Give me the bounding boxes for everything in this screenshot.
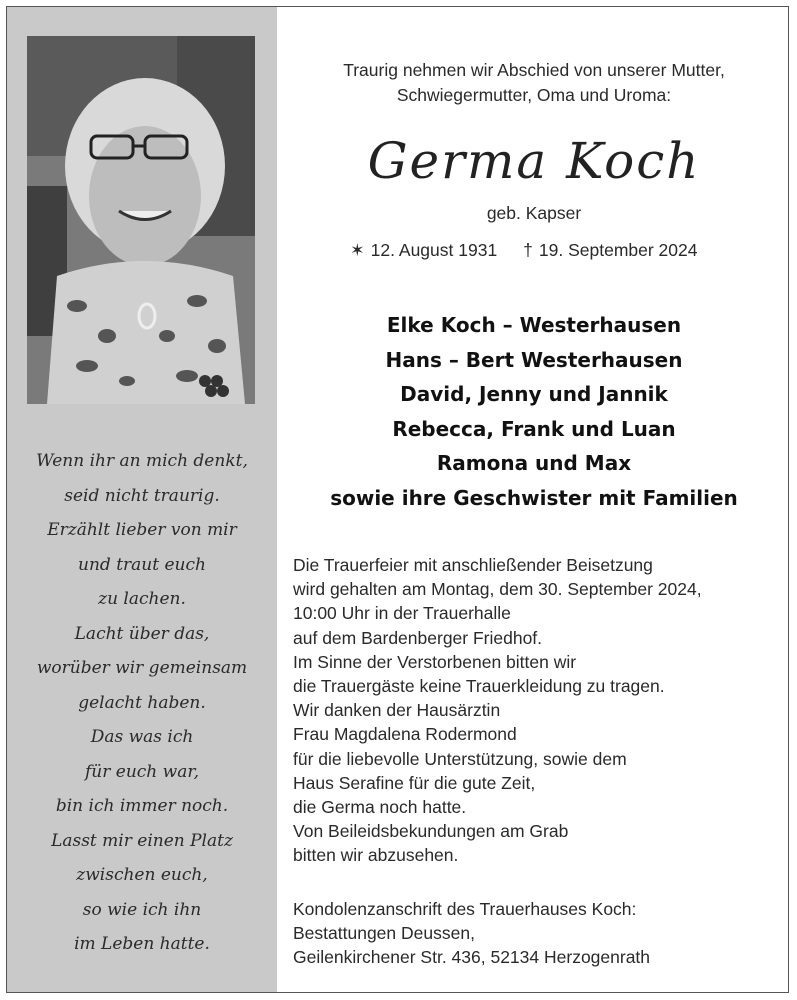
- poem-line: zu lachen.: [98, 589, 186, 609]
- poem-line: Wenn ihr an mich denkt,: [36, 451, 248, 471]
- poem-line: Erzählt lieber von mir: [47, 520, 237, 540]
- main-content: [278, 0, 790, 1000]
- poem-line: und traut euch: [78, 554, 206, 575]
- detail-line: die Trauergäste keine Trauerkleidung zu tragen.: [293, 676, 665, 697]
- address-line: Kondolenzanschrift des Trauerhauses Koch:: [293, 899, 637, 919]
- poem-line: gelacht haben.: [78, 692, 206, 713]
- detail-line: bitten wir abzusehen.: [293, 845, 459, 866]
- detail-line: 10:00 Uhr in der Trauerhalle: [293, 603, 511, 624]
- mourner-line: Ramona und Max: [436, 451, 632, 475]
- death-date: 19. September 2024: [538, 240, 698, 260]
- detail-line: Frau Magdalena Rodermond: [293, 724, 517, 745]
- poem-line: Lasst mir einen Platz: [51, 830, 233, 851]
- deceased-name: Germa Koch: [367, 132, 701, 190]
- detail-line: Im Sinne der Verstorbenen bitten wir: [293, 651, 577, 672]
- intro-line: Schwiegermutter, Oma und Uroma:: [396, 85, 672, 105]
- detail-line: Wir danken der Hausärztin: [293, 700, 501, 721]
- ceremony-details: [293, 553, 788, 868]
- poem-line: worüber wir gemeinsam: [36, 658, 248, 678]
- address-line: Bestattungen Deussen,: [293, 923, 475, 944]
- mourner-line: Hans – Bert Westerhausen: [385, 347, 683, 372]
- intro-line: Traurig nehmen wir Abschied von unserer Mutter,: [343, 60, 725, 80]
- intro-text: [278, 58, 790, 108]
- condolence-address: [293, 897, 788, 970]
- poem-line: seid nicht traurig.: [64, 485, 220, 506]
- detail-line: Von Beileidsbekundungen am Grab: [293, 821, 569, 842]
- detail-line: wird gehalten am Montag, dem 30. September 2024,: [293, 579, 702, 600]
- mourner-line: sowie ihre Geschwister mit Familien: [330, 485, 738, 510]
- detail-line: die Germa noch hatte.: [293, 797, 467, 818]
- mourner-line: David, Jenny und Jannik: [400, 382, 668, 406]
- death-cross-icon: †: [523, 240, 533, 260]
- detail-line: Haus Serafine für die gute Zeit,: [293, 772, 536, 793]
- poem-line: für euch war,: [84, 761, 199, 782]
- birth-name: geb. Kapser: [486, 203, 582, 223]
- poem-line: Das was ich: [90, 727, 194, 747]
- poem-line: Lacht über das,: [74, 623, 210, 644]
- life-dates: [350, 240, 790, 261]
- mourners-list: [278, 308, 790, 515]
- poem-line: so wie ich ihn: [82, 899, 202, 920]
- address-line: Geilenkirchener Str. 436, 52134 Herzogenrath: [293, 947, 651, 968]
- birth-date: 12. August 1931: [370, 240, 498, 260]
- detail-line: für die liebevolle Unterstützung, sowie dem: [293, 748, 627, 769]
- poem-line: bin ich immer noch.: [55, 796, 229, 816]
- detail-line: auf dem Bardenberger Friedhof.: [293, 627, 543, 648]
- poem-line: zwischen euch,: [76, 865, 208, 885]
- poem: [7, 444, 277, 962]
- poem-line: im Leben hatte.: [74, 934, 210, 954]
- portrait-photo: [27, 36, 255, 404]
- birth-star-icon: ✶: [350, 240, 365, 260]
- mourner-line: Rebecca, Frank und Luan: [392, 416, 676, 441]
- detail-line: Die Trauerfeier mit anschließender Beisetzung: [293, 555, 653, 575]
- mourner-line: Elke Koch – Westerhausen: [386, 313, 682, 337]
